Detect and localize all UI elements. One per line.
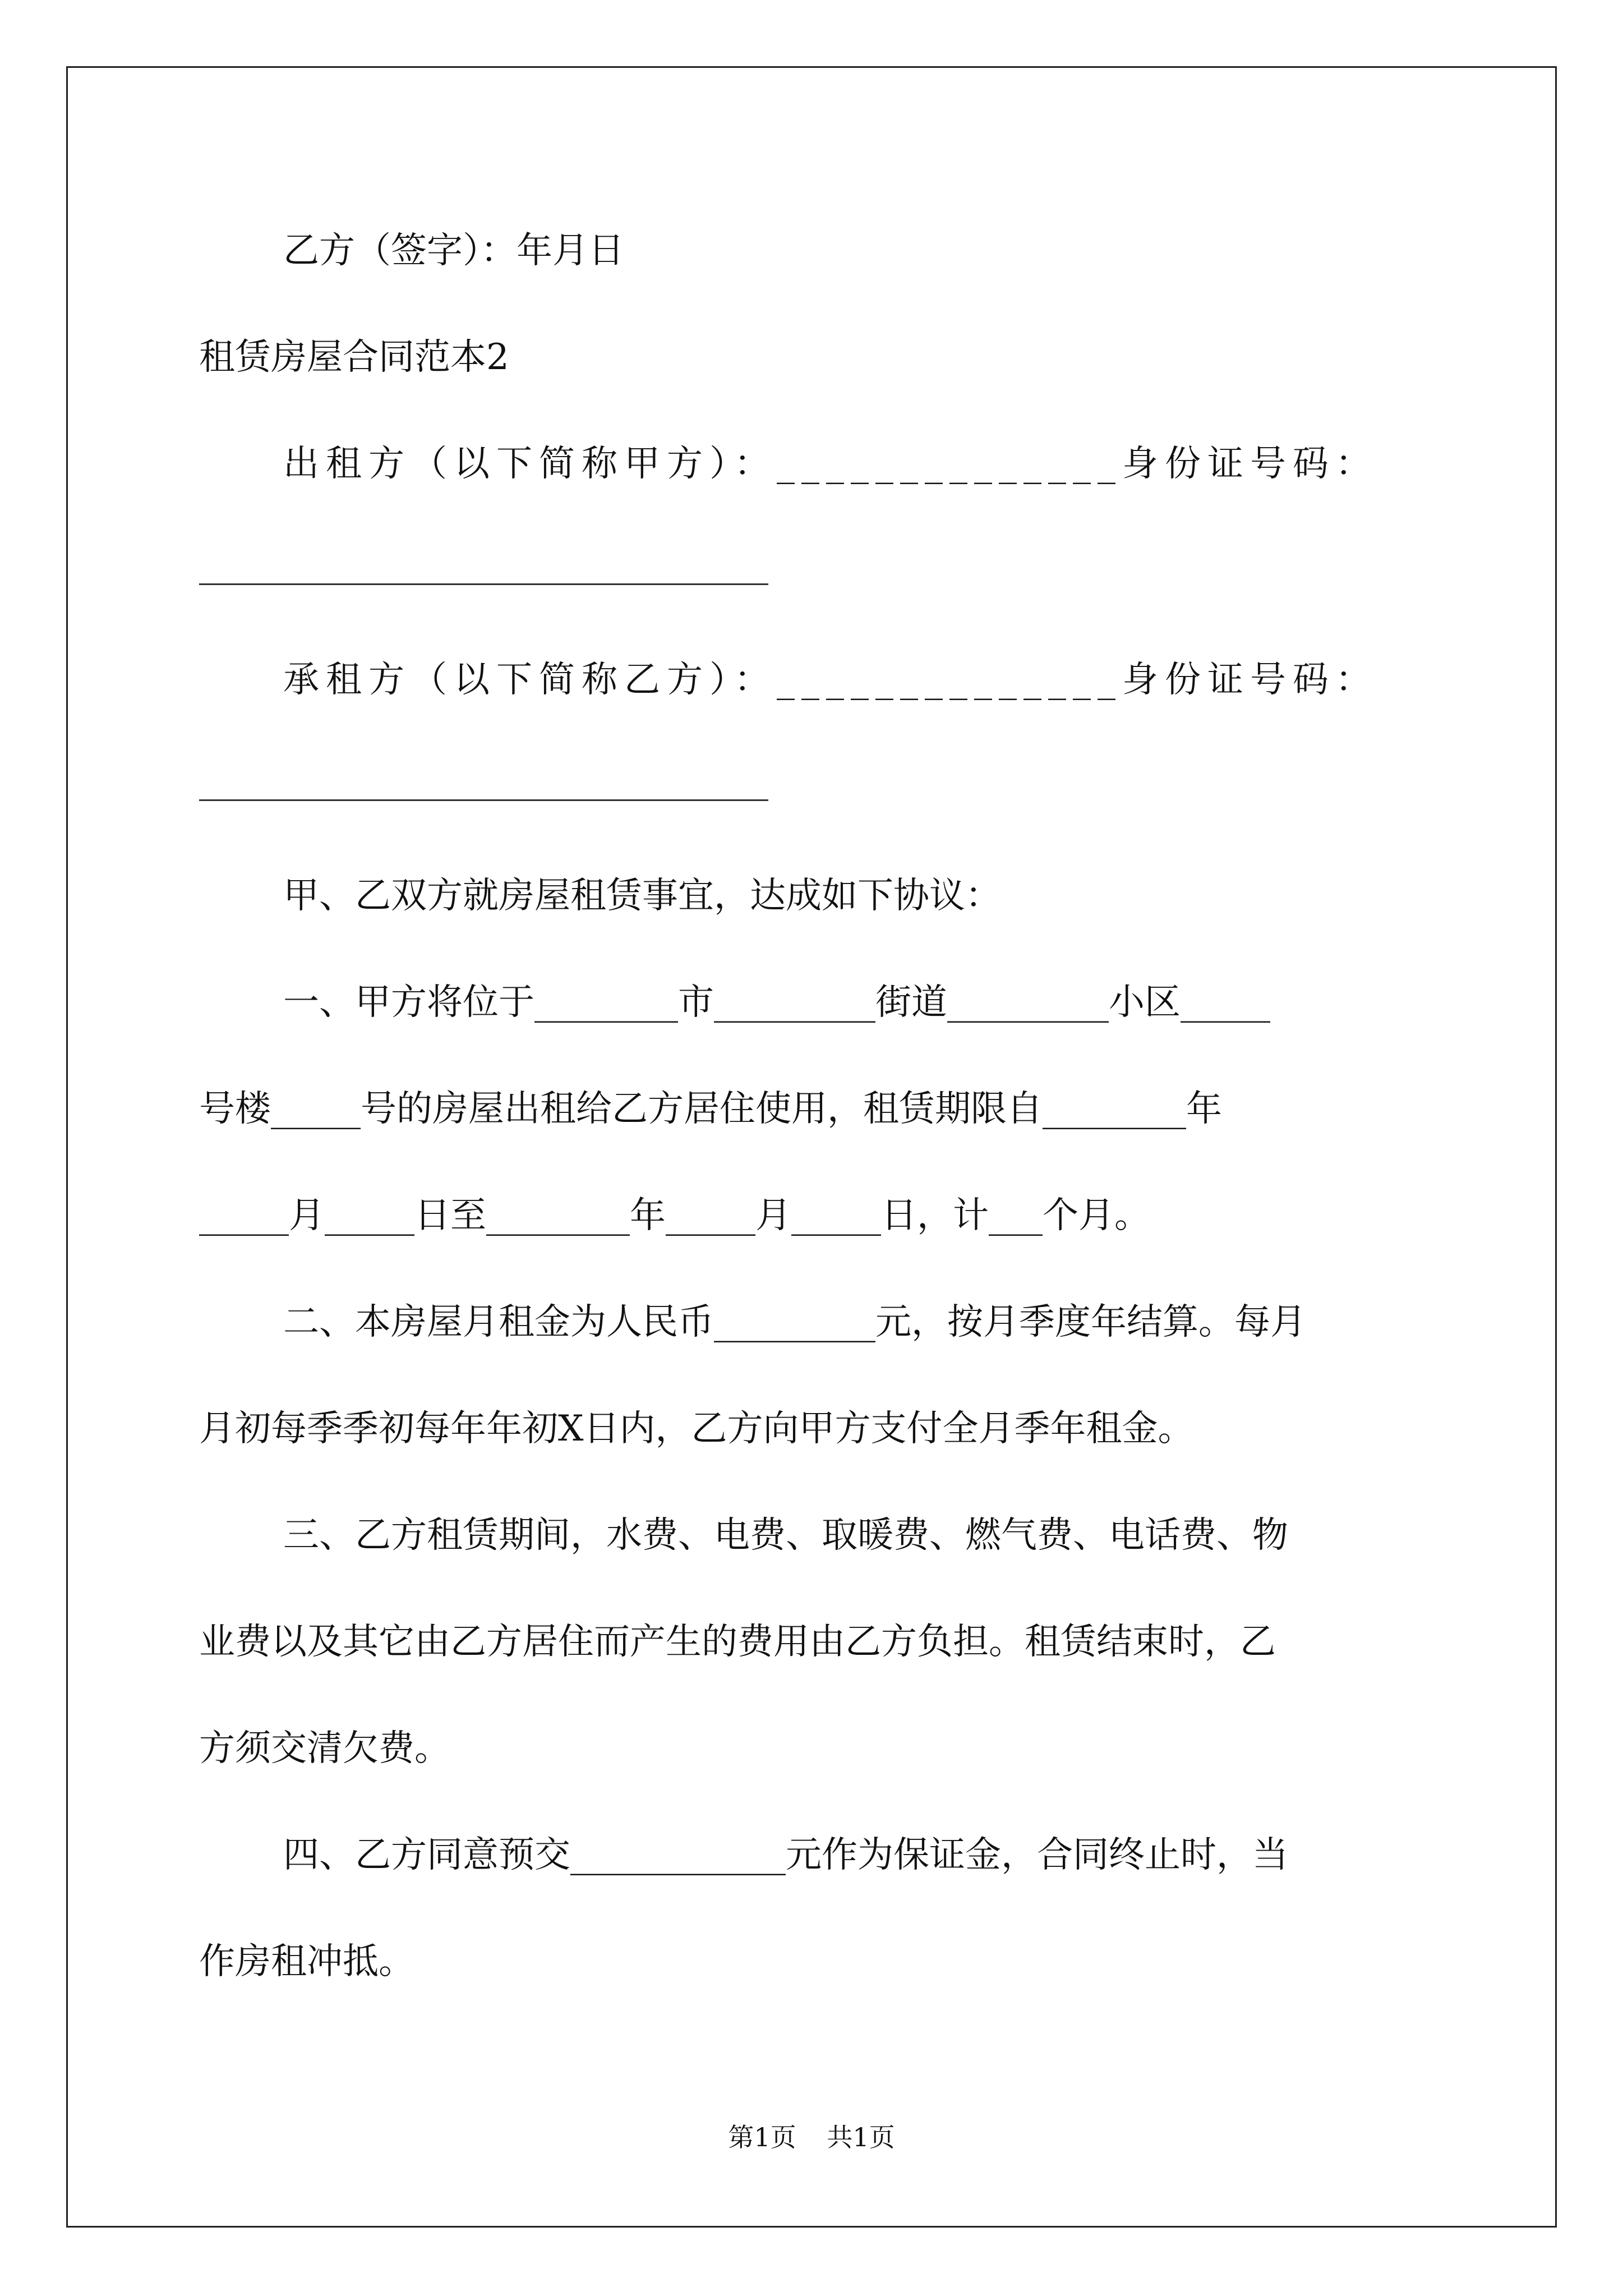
clause-1-line-1: 一、甲方将位于________市_________街道_________小区_____: [283, 982, 1270, 1023]
lessee-id-blank: [199, 799, 768, 801]
clause-3-line-1: 三、乙方租赁期间，水费、电费、取暖费、燃气费、电话费、物: [283, 1515, 1288, 1556]
signature-line-party-b: 乙方（签字）：年月日: [283, 230, 624, 272]
lessee-line: 承租方（以下简称乙方）：______________身份证号码：: [283, 659, 1378, 701]
agreement-intro: 甲、乙双方就房屋租赁事宜，达成如下协议：: [283, 875, 1001, 917]
clause-1-line-3: _____月_____日至________年_____月_____日，计___个月。: [199, 1195, 1150, 1236]
contract-title: 租赁房屋合同范本2: [199, 337, 509, 378]
clause-2-line-2: 月初每季季初每年年初X日内，乙方向甲方支付全月季年租金。: [199, 1408, 1194, 1450]
lessor-id-blank: [199, 583, 768, 585]
page-border: [66, 66, 1557, 2228]
page-footer: [0, 2122, 1623, 2153]
clause-4-line-2: 作房租冲抵。: [199, 1941, 414, 1982]
clause-1-line-2: 号楼_____号的房屋出租给乙方居住使用，租赁期限自________年: [199, 1088, 1222, 1130]
clause-3-line-3: 方须交清欠费。: [199, 1728, 450, 1769]
page-number: 第1页: [728, 2122, 796, 2152]
lessor-line: 出租方（以下简称甲方）：______________身份证号码：: [283, 443, 1378, 485]
clause-3-line-2: 业费以及其它由乙方居住而产生的费用由乙方负担。租赁结束时，乙: [199, 1621, 1276, 1663]
page-total: 共1页: [827, 2122, 895, 2152]
clause-4-line-1: 四、乙方同意预交____________元作为保证金，合同终止时，当: [283, 1834, 1288, 1876]
clause-2-line-1: 二、本房屋月租金为人民币_________元，按月季度年结算。每月: [283, 1301, 1306, 1343]
